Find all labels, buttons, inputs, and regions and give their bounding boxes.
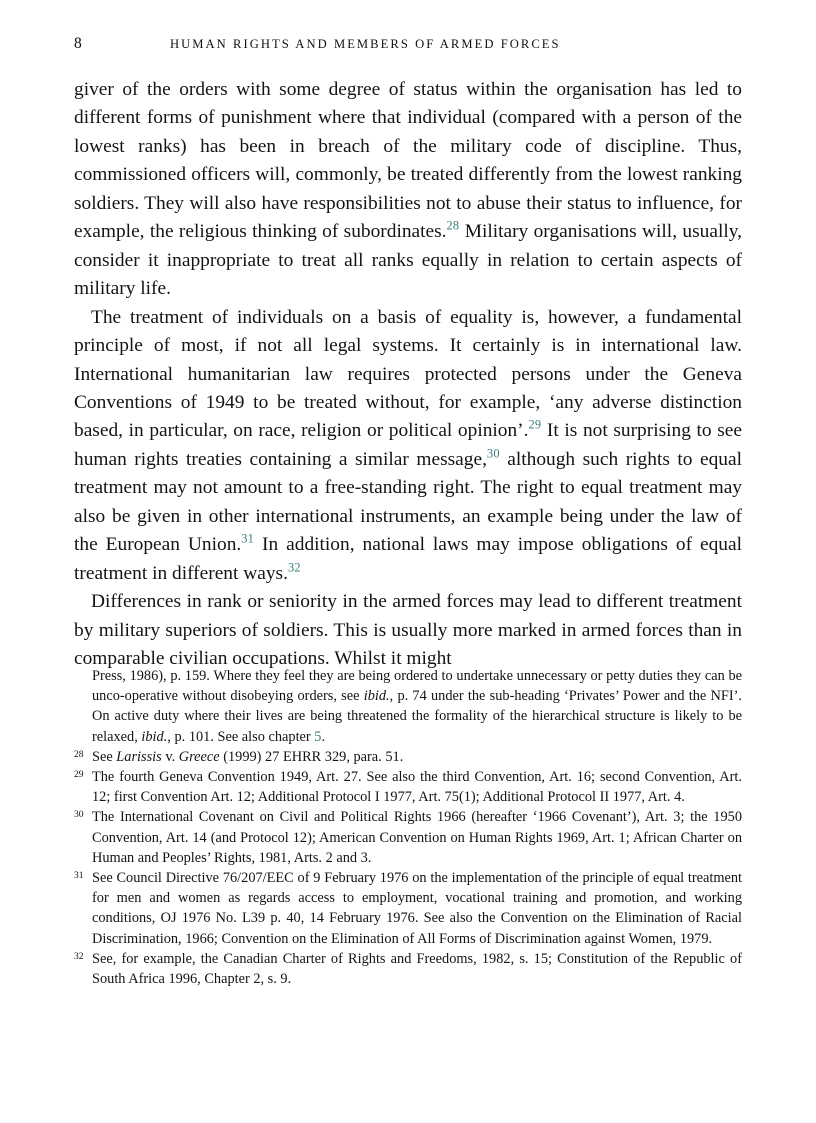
text-run: . [321, 728, 326, 745]
footnote-text [92, 769, 742, 805]
footnote-reference-30[interactable]: 30 [486, 446, 500, 461]
footnote-32 [74, 949, 742, 989]
footnote-29 [74, 767, 742, 807]
footnote-text [92, 951, 742, 987]
italic-text: ibid. [363, 688, 390, 705]
text-run: The treatment of individuals on a basis of equality is, however, a fundamental principle of most, if not all legal systems. It certainly is in international law. International humanitarian law requires protected persons under the Geneva Conventions of 1949 to be treated without, for example, ‘any adverse distinction based, in particular, on race, religion or political opinion’. [74, 306, 742, 442]
text-run: See [92, 748, 117, 765]
italic-text: ibid. [141, 728, 168, 745]
text-run: Military organisations will, usually, consider it inappropriate to treat all ranks equally in relation to certain aspects of military life. [74, 221, 742, 300]
text-run: giver of the orders with some degree of status within the organisation has led to different forms of punishment where that individual (compared with a person of the lowest ranks) has been in breach of the military code of discipline. Thus, commissioned officers will, commonly, be treated differently from the lowest ranking soldiers. They will also have responsibilities not to abuse their status to influence, for example, the religious thinking of subordinates. [74, 79, 742, 243]
footnote-28 [74, 747, 742, 767]
footnote-text [92, 749, 403, 765]
footnote-number: 29 [74, 769, 84, 781]
text-run: although such rights to equal treatment may not amount to a free-standing right. The right to equal treatment may also be given in other international instruments, an example being under the law of the European Union. [74, 448, 742, 556]
text-run: It is not surprising to see human rights treaties containing a similar message, [74, 420, 743, 470]
text-run: In addition, national laws may impose obligations of equal treatment in different ways. [74, 534, 743, 584]
para-rank [74, 588, 742, 673]
cross-reference-link[interactable]: 5 [314, 728, 322, 745]
text-run: The fourth Geneva Convention 1949, Art. 27. See also the third Convention, Art. 16; second Convention, Art. 12; first Convention Art. 12; Additional Protocol I 1977, Art. 75(1); Additional Protocol II 1977, Art. 4. [92, 769, 742, 806]
italic-text: Greece [178, 748, 220, 765]
text-run: v. [161, 748, 179, 765]
footnote-text [92, 870, 742, 947]
text-run: , p. 101. See also chapter [167, 728, 315, 745]
running-head-title: HUMAN RIGHTS AND MEMBERS OF ARMED FORCES [170, 37, 561, 51]
running-head [74, 36, 742, 56]
para-continued [74, 76, 742, 304]
footnote-text [92, 668, 742, 745]
footnote-31 [74, 868, 742, 949]
footnote-reference-29[interactable]: 29 [528, 417, 542, 432]
page-number: 8 [74, 35, 82, 52]
text-run: Press, 1986), p. 159. Where they feel they are being ordered to undertake unnecessary or petty duties they can be unco-operative without disobeying orders, see [92, 668, 742, 705]
footnote-reference-32[interactable]: 32 [287, 560, 301, 575]
text-run: See Council Directive 76/207/EEC of 9 February 1976 on the implementation of the principle of equal treatment for men and women as regards access to employment, vocational training and promotion, and working conditions, OJ 1976 No. L39 p. 40, 14 February 1976. See also the Convention on the Elimination of Racial Discrimination, 1966; Convention on the Elimination of All Forms of Discrimination against Women, 1979. [92, 870, 742, 947]
footnote-number: 32 [74, 950, 84, 962]
footnote-30 [74, 807, 742, 868]
footnote-reference-28[interactable]: 28 [446, 218, 460, 233]
footnote-continued [74, 666, 742, 747]
text-run: (1999) 27 EHRR 329, para. 51. [219, 748, 404, 765]
body-text [74, 76, 742, 674]
text-run: , p. 74 under the sub-heading ‘Privates’ Power and the NFI’. On active duty where their lives are being threatened the formality of the hierarchical structure is likely to be relaxed, [92, 688, 742, 745]
text-run: The International Covenant on Civil and Political Rights 1966 (hereafter ‘1966 Covenant’), Art. 3; the 1950 Convention, Art. 14 (and Protocol 12); American Convention on Human Rights 1969, Art. 1; African Charter on Human and Peoples’ Rights, 1981, Arts. 2 and 3. [92, 809, 742, 866]
text-run: Differences in rank or seniority in the armed forces may lead to different treatment by military superiors of soldiers. This is usually more marked in armed forces than in comparable civilian occupations. Whilst it might [74, 591, 742, 670]
italic-text: Larissis [116, 748, 162, 765]
footnotes-block [74, 666, 742, 989]
footnote-number: 30 [74, 809, 84, 821]
footnote-number: 28 [74, 748, 84, 760]
footnote-reference-31[interactable]: 31 [241, 531, 255, 546]
para-equality [74, 304, 742, 589]
text-run: See, for example, the Canadian Charter of Rights and Freedoms, 1982, s. 15; Constitution of the Republic of South Africa 1996, Chapter 2, s. 9. [92, 950, 742, 988]
footnote-number: 31 [74, 870, 84, 882]
footnote-text [92, 809, 742, 865]
